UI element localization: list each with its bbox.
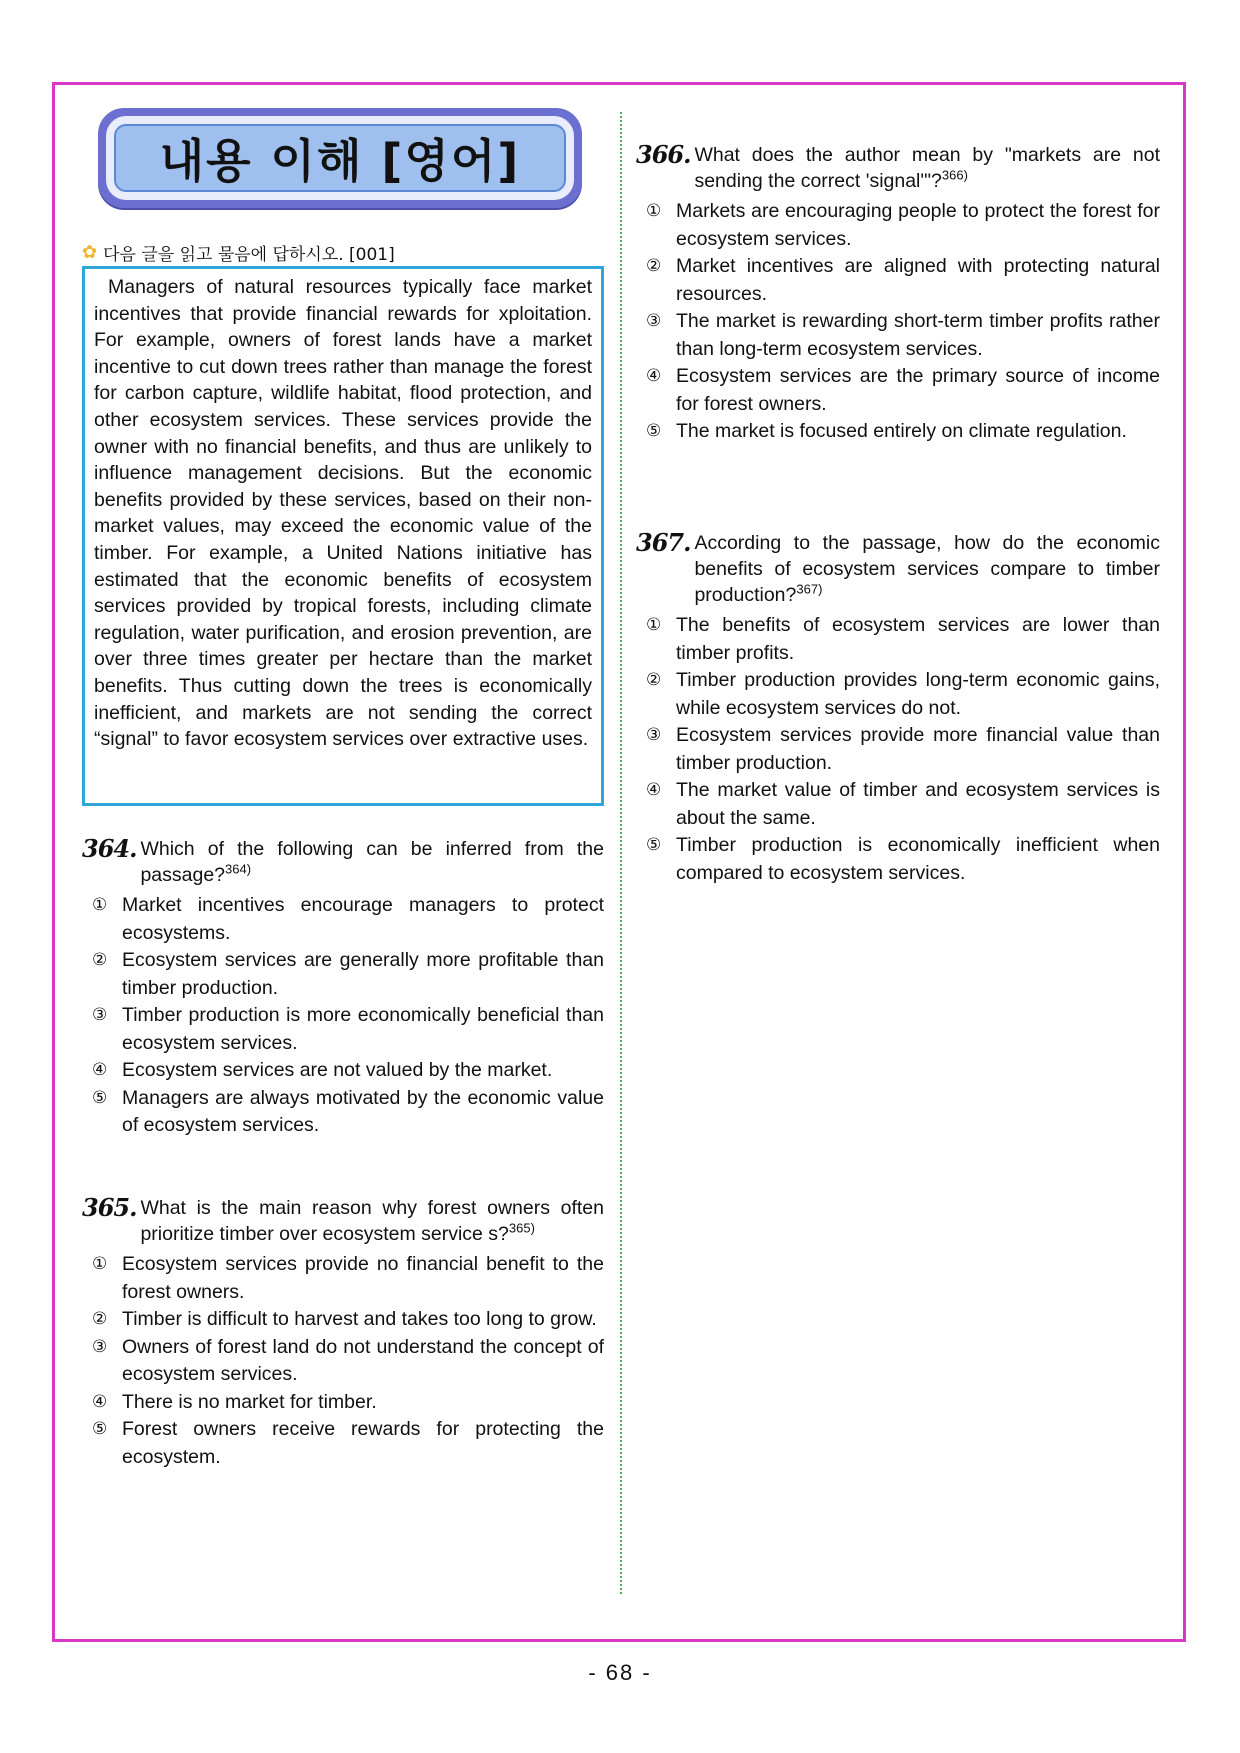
question-number: 366. bbox=[636, 140, 691, 169]
option-1[interactable]: ① Market incentives encourage managers to protect ecosystems. bbox=[92, 894, 604, 944]
question-number: 365. bbox=[82, 1193, 137, 1222]
question-text: What does the author mean by "markets are not sending the correct 'signal'"? bbox=[694, 144, 1160, 192]
page-title: 내용 이해 [영어] bbox=[159, 134, 521, 188]
passage-box: Managers of natural resources typically face market incentives that provide financial rewards for xploitation. For example, owners of forest lands have a market incentive to cut down trees rather than manage the forest for carbon capture, wildlife habitat, flood protection, and other ecosystem services. These services provide the owner with no financial benefits, and thus are unlikely to influence management decisions. But the economic benefits provided by these services, based on their non-market values, may exceed the economic value of the timber. For example, a United Nations initiative has estimated that the economic benefits of ecosystem services provided by tropical forests, including climate regulation, water purification, and erosion prevention, are over three times greater per hectare than the market benefits. Thus cutting down the trees is economically inefficient, and markets are not sending the correct “signal” to favor ecosystem services over extractive uses. bbox=[82, 266, 604, 806]
question-text: Which of the following can be inferred from the passage? bbox=[140, 838, 604, 886]
option-2[interactable]: ② Timber production provides long-term economic gains, while ecosystem services do not. bbox=[646, 669, 1160, 719]
question-text: What is the main reason why forest owners often prioritize timber over ecosystem service s? bbox=[140, 1197, 604, 1245]
option-4[interactable]: ④ Ecosystem services are the primary source of income for forest owners. bbox=[646, 365, 1160, 415]
option-1[interactable]: ① Markets are encouraging people to protect the forest for ecosystem services. bbox=[646, 200, 1160, 250]
option-3[interactable]: ③ Timber production is more economically beneficial than ecosystem services. bbox=[92, 1004, 604, 1054]
option-4[interactable]: ④ Ecosystem services are not valued by the market. bbox=[92, 1059, 553, 1081]
option-list bbox=[82, 892, 604, 1140]
question-366 bbox=[636, 142, 1160, 446]
option-1[interactable]: ① The benefits of ecosystem services are lower than timber profits. bbox=[646, 614, 1160, 664]
option-list bbox=[636, 198, 1160, 446]
option-5[interactable]: ⑤ The market is focused entirely on climate regulation. bbox=[646, 420, 1127, 442]
question-number: 364. bbox=[82, 834, 137, 863]
option-5[interactable]: ⑤ Timber production is economically inefficient when compared to ecosystem services. bbox=[646, 834, 1160, 884]
flower-icon: ✿ bbox=[82, 242, 98, 263]
question-ref: 367) bbox=[796, 581, 823, 597]
option-4[interactable]: ④ The market value of timber and ecosystem services is about the same. bbox=[646, 779, 1160, 829]
question-ref: 366) bbox=[941, 167, 968, 183]
option-3[interactable]: ③ Owners of forest land do not understand the concept of ecosystem services. bbox=[92, 1335, 604, 1385]
option-1[interactable]: ① Ecosystem services provide no financial benefit to the forest owners. bbox=[92, 1253, 604, 1303]
option-2[interactable]: ② Ecosystem services are generally more profitable than timber production. bbox=[92, 949, 604, 999]
option-list bbox=[82, 1251, 604, 1471]
option-2[interactable]: ② Timber is difficult to harvest and takes too long to grow. bbox=[92, 1308, 597, 1330]
question-365 bbox=[82, 1195, 604, 1471]
column-divider bbox=[620, 112, 622, 1594]
instruction bbox=[82, 240, 395, 265]
option-list bbox=[636, 612, 1160, 887]
question-text: According to the passage, how do the economic benefits of ecosystem services compare to timber production? bbox=[694, 532, 1160, 606]
title-banner bbox=[98, 108, 582, 208]
page-number: - 68 - bbox=[588, 1660, 652, 1685]
option-2[interactable]: ② Market incentives are aligned with protecting natural resources. bbox=[646, 255, 1160, 305]
question-number: 367. bbox=[636, 528, 691, 557]
question-ref: 364) bbox=[225, 861, 252, 877]
question-364 bbox=[82, 836, 604, 1140]
option-3[interactable]: ③ Ecosystem services provide more financial value than timber production. bbox=[646, 724, 1160, 774]
instruction-text: 다음 글을 읽고 물음에 답하시오. [001] bbox=[103, 245, 395, 265]
option-3[interactable]: ③ The market is rewarding short-term timber profits rather than long-term ecosystem services. bbox=[646, 310, 1160, 360]
option-5[interactable]: ⑤ Managers are always motivated by the economic value of ecosystem services. bbox=[92, 1086, 604, 1136]
question-ref: 365) bbox=[508, 1220, 535, 1236]
option-4[interactable]: ④ There is no market for timber. bbox=[92, 1390, 377, 1413]
option-5[interactable]: ⑤ Forest owners receive rewards for protecting the ecosystem. bbox=[92, 1418, 604, 1468]
question-367 bbox=[636, 530, 1160, 887]
